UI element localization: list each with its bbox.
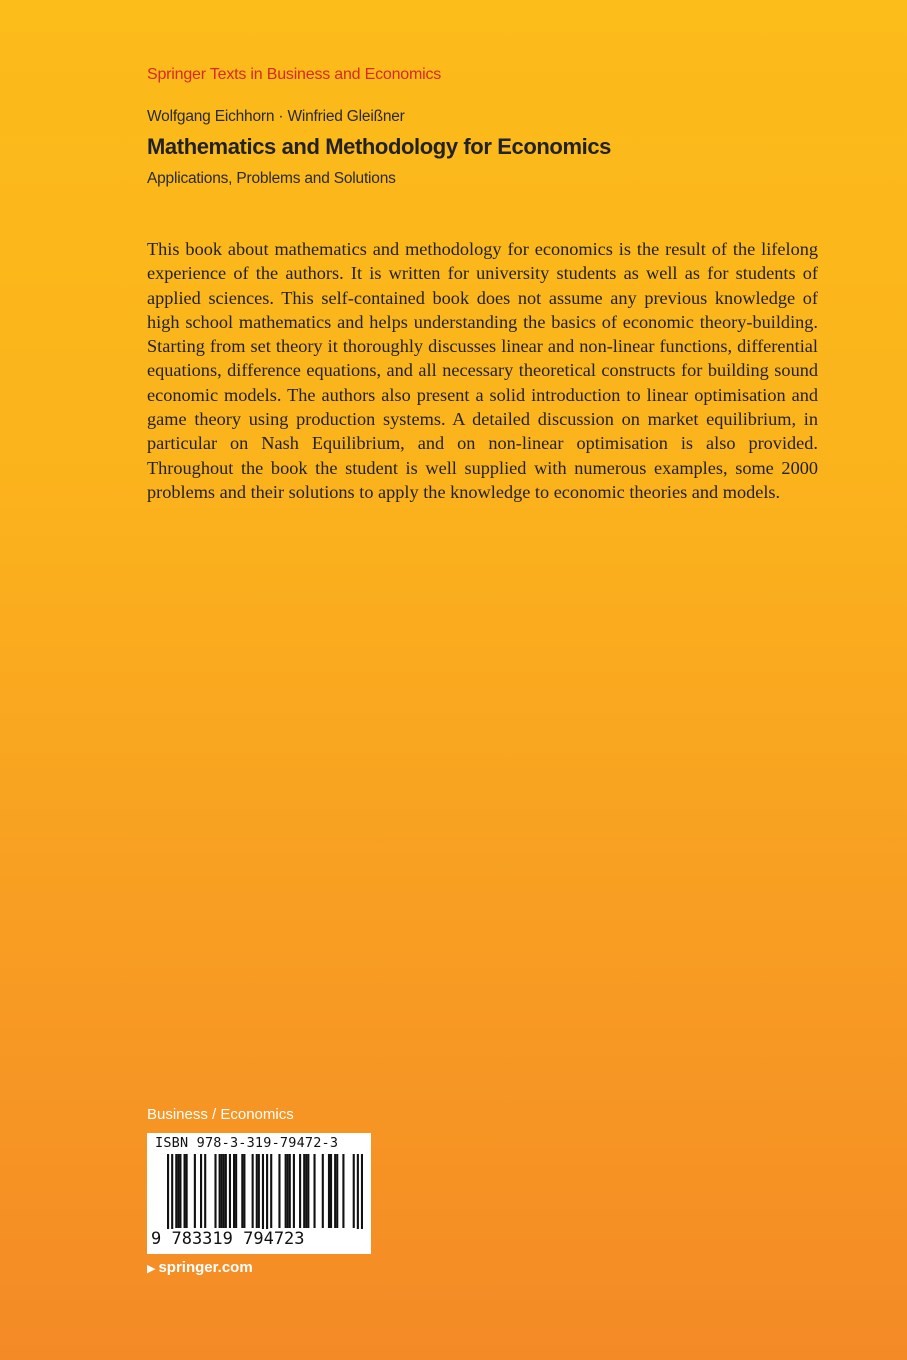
triangle-right-icon: ▶: [147, 1263, 156, 1275]
barcode-bar: [262, 1154, 264, 1234]
ean-digits: 9 783319 794723: [151, 1229, 305, 1249]
barcode-bar: [307, 1154, 309, 1228]
barcode-bar: [171, 1154, 173, 1234]
barcode-bar: [252, 1154, 254, 1228]
barcode-bar: [179, 1154, 181, 1228]
barcode-bar: [233, 1154, 235, 1228]
barcode-bar: [270, 1154, 272, 1228]
publisher-link[interactable]: [147, 1259, 253, 1276]
barcode-bar: [305, 1154, 307, 1228]
barcode-bar: [177, 1154, 179, 1228]
barcode-bar: [322, 1154, 324, 1228]
barcode: [147, 1133, 371, 1254]
barcode-bar: [357, 1154, 359, 1234]
barcode-bar: [167, 1154, 169, 1234]
barcode-bar: [266, 1154, 268, 1234]
barcode-bar: [225, 1154, 227, 1228]
barcode-bar: [184, 1154, 186, 1228]
barcode-bar: [361, 1154, 363, 1234]
barcode-bar: [285, 1154, 287, 1228]
book-description: This book about mathematics and methodology for economics is the result of the lifelong experience of the authors. It is written for university students as well as for students of applied sciences. This self-contained book does not assume any previous knowledge of high school mathematics and helps understanding the basics of economic theory-building. Starting from set theory it thoroughly discusses linear and non-linear functions, differential equations, difference equations, and all necessary theoretical constructs for building sound economic models. The authors also present a solid introduction to linear optimisation and game theory using production systems. A detailed discussion on market equilibrium, in particular on Nash Equilibrium, and on non-linear optimisation is also provided. Throughout the book the student is well supplied with numerous examples, some 2000 problems and their solutions to apply the knowledge to economic theories and models.: [147, 239, 818, 502]
barcode-bar: [235, 1154, 237, 1228]
barcode-bar: [289, 1154, 291, 1228]
barcode-bar: [223, 1154, 225, 1228]
barcode-bar: [299, 1154, 301, 1228]
barcode-bar: [334, 1154, 336, 1228]
barcode-bars: [167, 1154, 363, 1234]
series-title: Springer Texts in Business and Economics: [147, 66, 442, 83]
barcode-bar: [328, 1154, 330, 1228]
barcode-bar: [313, 1154, 315, 1228]
barcode-bar: [175, 1154, 177, 1228]
barcode-bar: [200, 1154, 202, 1228]
barcode-bar: [241, 1154, 243, 1228]
barcode-bar: [342, 1154, 344, 1228]
barcode-bar: [229, 1154, 231, 1228]
book-title: Mathematics and Methodology for Economics: [147, 134, 611, 159]
barcode-bar: [204, 1154, 206, 1228]
barcode-bar: [287, 1154, 289, 1228]
barcode-bar: [303, 1154, 305, 1228]
barcode-bar: [219, 1154, 221, 1228]
barcode-bar: [258, 1154, 260, 1228]
category-label: Business / Economics: [147, 1106, 294, 1123]
barcode-bar: [256, 1154, 258, 1228]
barcode-bar: [214, 1154, 216, 1228]
barcode-bar: [330, 1154, 332, 1228]
isbn-label: ISBN 978-3-319-79472-3: [155, 1135, 339, 1151]
authors: Wolfgang Eichhorn · Winfried Gleißner: [147, 108, 405, 125]
barcode-bar: [243, 1154, 245, 1228]
barcode-bar: [336, 1154, 338, 1228]
barcode-bar: [293, 1154, 295, 1228]
book-subtitle: Applications, Problems and Solutions: [147, 170, 396, 187]
barcode-bar: [278, 1154, 280, 1228]
barcode-bar: [186, 1154, 188, 1228]
barcode-bar: [353, 1154, 355, 1228]
barcode-bar: [194, 1154, 196, 1228]
publisher-link-label: springer.com: [158, 1259, 253, 1276]
barcode-bar: [221, 1154, 223, 1228]
